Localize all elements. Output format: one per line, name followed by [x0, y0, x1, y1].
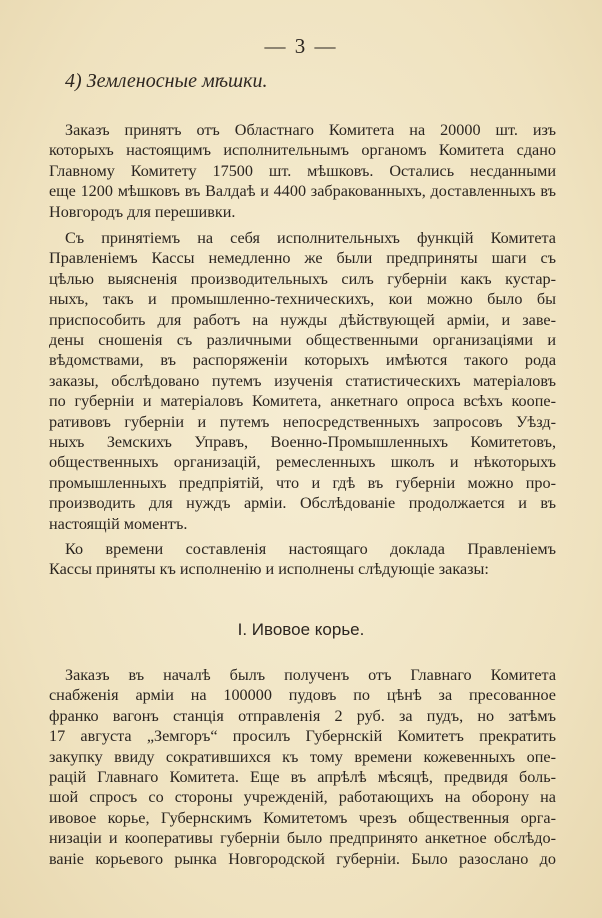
- paragraph-line: рацій Главнаго Комитета. Еще въ апрѣлѣ мѣсяцѣ, предвидя боль-: [49, 768, 556, 787]
- paragraph-line: по губерніи и матеріаловъ Комитета, анкетнаго опроса всѣхъ коопе-: [49, 392, 556, 411]
- paragraph-line: настоящій моментъ.: [49, 514, 188, 533]
- paragraph-line: Заказъ принятъ отъ Областнаго Комитета на 20000 шт. изъ: [65, 121, 556, 139]
- paragraph-line: еще 1200 мѣшковъ въ Валдаѣ и 4400 забракованныхъ, доставленныхъ въ Новгородъ для перешивки.: [49, 182, 556, 221]
- paragraph-line: общественныхъ организацій, ремесленныхъ школъ и нѣкоторыхъ: [49, 453, 556, 472]
- paragraph-line: производить для нуждъ арміи. Обслѣдованіе продолжается и въ: [49, 494, 556, 513]
- paragraph-line: цѣлью выясненія производительныхъ силъ губерніи какъ кустар-: [49, 269, 556, 288]
- paragraph-line: заказы, обслѣдовано путемъ изученія статистическихъ матеріаловъ: [49, 371, 556, 390]
- paragraph-line: дены сношенія съ различными общественными организаціями и: [49, 331, 556, 350]
- paragraph-line: вѣдомствами, въ распоряженіи которыхъ имѣются такого рода: [49, 351, 556, 370]
- paragraph-line: которыхъ настоящимъ исполнительнымъ органомъ Комитета сдано: [49, 141, 556, 160]
- paragraph-line: Главному Комитету 17500 шт. мѣшковъ. Остались несданными: [49, 161, 556, 180]
- paragraph-line: Заказъ въ началѣ былъ полученъ отъ Главнаго Комитета: [65, 666, 556, 684]
- paragraph-4: [49, 665, 556, 869]
- paragraph-line: Правленіемъ Кассы немедленно же были предприняты шаги съ: [49, 249, 556, 268]
- paragraph-1: [49, 120, 556, 222]
- paragraph-line: ныхъ Земскихъ Управъ, Военно-Промышленныхъ Комитетовъ,: [49, 433, 556, 452]
- section-heading: 4) Земленосные мѣшки.: [65, 70, 268, 92]
- paragraph-line: франко вагонъ станція отправленія 2 руб. за пудъ, но затѣмъ: [49, 706, 556, 725]
- paragraph-line: шой спросъ со стороны учрежденій, работающихъ на оборону на: [49, 788, 556, 807]
- paragraph-line: Съ принятіемъ на себя исполнительныхъ функцій Комитета: [65, 229, 556, 247]
- paragraph-line: 17 августа „Земгоръ“ просилъ Губернскій Комитетъ прекратить: [49, 727, 556, 746]
- paragraph-line: Ко времени составленія настоящаго доклада Правленіемъ: [65, 540, 556, 558]
- paragraph-line: ративовъ губерніи и путемъ непосредственныхъ запросовъ Уѣзд-: [49, 412, 556, 431]
- paragraph-line: приспособить для работъ на нужды дѣйствующей арміи, и заве-: [49, 310, 556, 329]
- paragraph-line: низаціи и кооперативы губерніи было предпринято анкетное обслѣдо-: [49, 829, 556, 848]
- page-number: — 3 —: [264, 34, 338, 58]
- subheading: I. Ивовое корье.: [237, 620, 365, 639]
- paragraph-line: промышленныхъ предпріятій, что и гдѣ въ губерніи можно про-: [49, 473, 556, 492]
- paragraph-line: ваніе корьевого рынка Новгородской губерніи. Было разослано до: [49, 849, 556, 868]
- paragraph-line: Кассы приняты къ исполненію и исполнены слѣдующіе заказы:: [49, 560, 489, 579]
- paragraph-2: [49, 228, 556, 534]
- paragraph-3: [49, 539, 556, 580]
- paragraph-line: ивовое корье, Губернскимъ Комитетомъ чрезъ общественныя орга-: [49, 808, 556, 827]
- paragraph-line: закупку ввиду сократившихся къ тому времени кожевенныхъ опе-: [49, 747, 556, 766]
- paragraph-line: ныхъ, такъ и промышленно-техническихъ, кои можно было бы: [49, 290, 556, 309]
- paragraph-line: снабженія арміи на 100000 пудовъ по цѣнѣ за пресованное: [49, 686, 556, 705]
